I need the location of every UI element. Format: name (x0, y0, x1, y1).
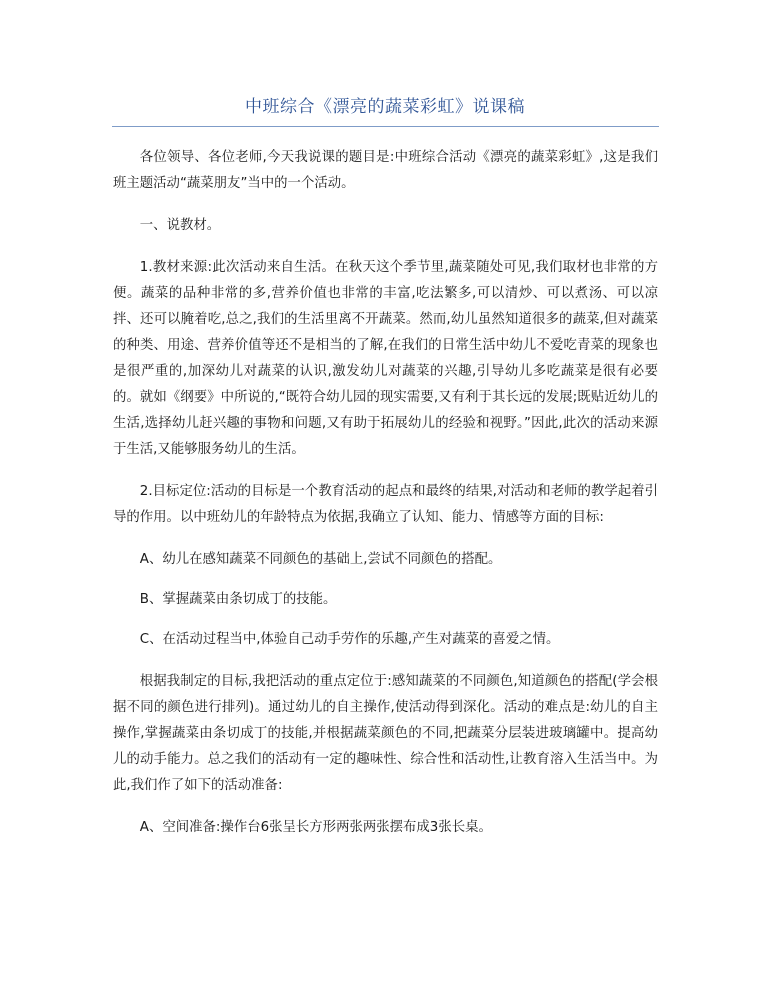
goal-item-a: A、幼儿在感知蔬菜不同颜色的基础上,尝试不同颜色的搭配。 (139, 552, 502, 567)
paragraph-intro: 各位领导、各位老师,今天我说课的题目是:中班综合活动《漂亮的蔬菜彩虹》,这是我们班主题活动“蔬菜朋友”当中的一个活动。 (113, 150, 658, 191)
goal-item-c: C、在活动过程当中,体验自己动手劳作的乐趣,产生对蔬菜的喜爱之情。 (139, 632, 560, 647)
goal-item-b: B、掌握蔬菜由条切成丁的技能。 (139, 592, 337, 607)
paragraph-material-source: 1.教材来源:此次活动来自生活。在秋天这个季节里,蔬菜随处可见,我们取材也非常的方便。蔬菜的品种非常的多,营养价值也非常的丰富,吃法繁多,可以清炒、可以煮汤、可以凉拌、还可以腌着吃,总之,我们的生活里离不开蔬菜。然而,幼儿虽然知道很多的蔬菜,但对蔬菜的种类、用途、营养价值等还不是相当的了解,在我们的日常生活中幼儿不爱吃青菜的现象也是很严重的,加深幼儿对蔬菜的认识,激发幼儿对蔬菜的兴趣,引导幼儿多吃蔬菜是很有必要的。就如《纲要》中所说的,“既符合幼儿园的现实需要,又有利于其长远的发展;既贴近幼儿的生活,选择幼儿赶兴趣的事物和问题,又有助于拓展幼儿的经验和视野。”因此,此次的活动来源于生活,又能够服务幼儿的生活。 (113, 260, 658, 457)
heading-teaching-material: 一、说教材。 (139, 218, 221, 233)
preparation-item-a: A、空间准备:操作台6张呈长方形两张两张摆布成3张长桌。 (139, 820, 492, 835)
document-title: 中班综合《漂亮的蔬菜彩虹》说课稿 (245, 97, 525, 117)
title-underline (112, 126, 659, 127)
document-body (113, 145, 658, 857)
paragraph-key-points: 根据我制定的目标,我把活动的重点定位于:感知蔬菜的不同颜色,知道颜色的搭配(学会根据不同的颜色进行排列)。通过幼儿的自主操作,使活动得到深化。活动的难点是:幼儿的自主操作,掌握蔬菜由条切成丁的技能,并根据蔬菜颜色的不同,把蔬菜分层装进玻璃罐中。提高幼儿的动手能力。总之我们的活动有一定的趣味性、综合性和活动性,让教育溶入生活当中。为此,我们作了如下的活动准备: (113, 674, 658, 793)
paragraph-goal-positioning: 2.目标定位:活动的目标是一个教育活动的起点和最终的结果,对活动和老师的教学起着引导的作用。以中班幼儿的年龄特点为依据,我确立了认知、能力、情感等方面的目标: (113, 484, 658, 525)
